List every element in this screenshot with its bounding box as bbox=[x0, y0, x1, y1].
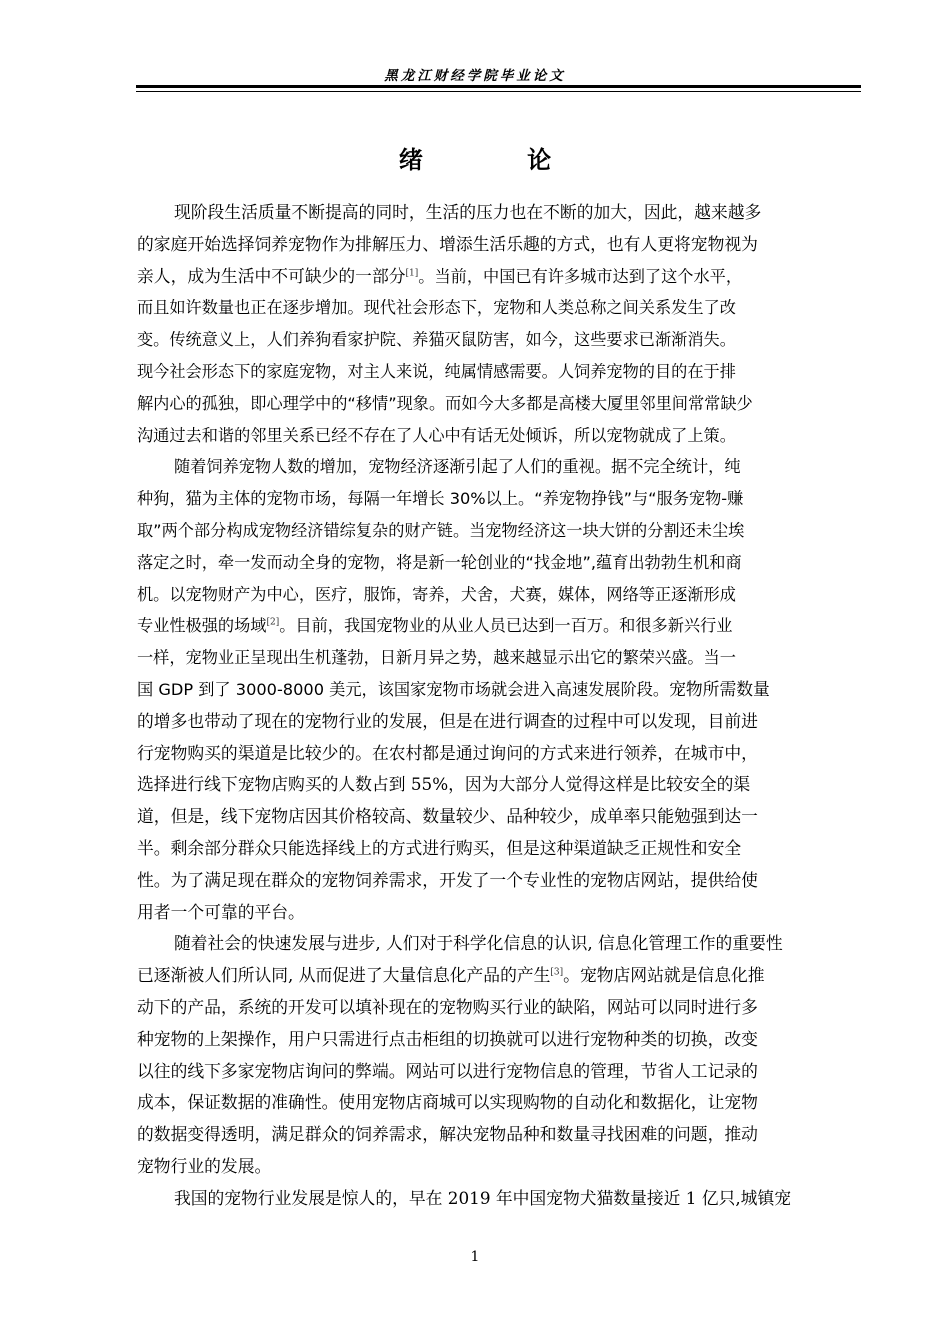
text-line: 已逐渐被人们所认同, 从而促进了大量信息化产品的产生[3]。宠物店网站就是信息化推 bbox=[137, 965, 765, 986]
text-line: 现阶段生活质量不断提高的同时，生活的压力也在不断的加大，因此，越来越多 bbox=[173, 202, 762, 222]
text-line: 随着社会的快速发展与进步, 人们对于科学化信息的认识, 信息化管理工作的重要性 bbox=[173, 933, 783, 954]
citation-marker: [3] bbox=[550, 967, 564, 978]
citation-marker: [1] bbox=[405, 268, 419, 278]
text-line: 的家庭开始选择饲养宠物作为排解压力、增添生活乐趣的方式，也有人更将宠物视为 bbox=[137, 233, 758, 254]
page-number: 1 bbox=[470, 1249, 480, 1265]
text-line: 的数据变得透明，满足群众的饲养需求，解决宠物品种和数量寻找困难的问题，推动 bbox=[137, 1124, 758, 1145]
text-line: 变。传统意义上，人们养狗看家护院、养猫灭鼠防害，如今，这些要求已渐渐消失。 bbox=[137, 330, 736, 350]
header-rule-thick bbox=[136, 85, 861, 88]
text-line: 道，但是，线下宠物店因其价格较高、数量较少、品种较少，成单率只能勉强到达一 bbox=[137, 806, 758, 827]
text-line: 国 GDP 到了 3000-8000 美元，该国家宠物市场就会进入高速发展阶段。宠物所需数量 bbox=[137, 678, 770, 699]
text-line: 解内心的孤独，即心理学中的“移情”现象。而如今大多都是高楼大厦里邻里间常常缺少 bbox=[137, 393, 753, 413]
text-line: 成本，保证数据的准确性。使用宠物店商城可以实现购物的自动化和数据化，让宠物 bbox=[137, 1092, 758, 1113]
text-line: 沟通过去和谐的邻里关系已经不存在了人心中有话无处倾诉，所以宠物就成了上策。 bbox=[137, 425, 736, 445]
body-text bbox=[137, 197, 859, 1215]
text-line: 随着饲养宠物人数的增加，宠物经济逐渐引起了人们的重视。据不完全统计，纯 bbox=[173, 457, 741, 477]
text-line: 以往的线下多家宠物店询问的弊端。网站可以进行宠物信息的管理，节省人工记录的 bbox=[137, 1060, 758, 1081]
text-line: 我国的宠物行业发展是惊人的，早在 2019 年中国宠物犬猫数量接近 1 亿只,城镇宠 bbox=[173, 1187, 792, 1208]
text-line: 现今社会形态下的家庭宠物，对主人来说，纯属情感需要。人饲养宠物的目的在于排 bbox=[137, 361, 736, 381]
text-line: 半。剩余部分群众只能选择线上的方式进行购买，但是这种渠道缺乏正规性和安全 bbox=[137, 837, 742, 858]
text-line: 的增多也带动了现在的宠物行业的发展，但是在进行调查的过程中可以发现，目前进 bbox=[137, 710, 758, 731]
text-line: 宠物行业的发展。 bbox=[137, 1155, 272, 1176]
running-header: 黑龙江财经学院毕业论文 bbox=[384, 68, 566, 84]
text-line: 种狗，猫为主体的宠物市场，每隔一年增长 30%以上。“养宠物挣钱”与“服务宠物-赚 bbox=[137, 489, 744, 509]
text-line: 取”两个部分构成宠物经济错综复杂的财产链。当宠物经济这一块大饼的分割还未尘埃 bbox=[137, 520, 745, 540]
section-title: 绪 论 bbox=[398, 146, 600, 174]
paragraph-3 bbox=[137, 928, 859, 1182]
text-line: 行宠物购买的渠道是比较少的。在农村都是通过询问的方式来进行领养，在城市中， bbox=[137, 742, 758, 763]
text-line: 亲人，成为生活中不可缺少的一部分[1]。当前，中国已有许多城市达到了这个水平， bbox=[137, 265, 743, 286]
text-line: 用者一个可靠的平台。 bbox=[137, 901, 305, 922]
text-line: 动下的产品，系统的开发可以填补现在的宠物购买行业的缺陷，网站可以同时进行多 bbox=[137, 996, 758, 1017]
text-line: 落定之时，牵一发而动全身的宠物，将是新一轮创业的“找金地”,蕴育出勃勃生机和商 bbox=[137, 552, 742, 572]
text-line: 机。以宠物财产为中心，医疗，服饰，寄养，犬舍，犬赛，媒体，网络等正逐渐形成 bbox=[137, 584, 736, 604]
text-line: 专业性极强的场域[2]。目前，我国宠物业的从业人员已达到一百万。和很多新兴行业 bbox=[137, 616, 733, 636]
paragraph-2 bbox=[137, 451, 859, 928]
text-line: 性。为了满足现在群众的宠物饲养需求，开发了一个专业性的宠物店网站，提供给使 bbox=[137, 869, 758, 890]
paragraph-4 bbox=[137, 1183, 859, 1215]
text-line: 种宠物的上架操作，用户只需进行点击柜组的切换就可以进行宠物种类的切换，改变 bbox=[137, 1028, 758, 1049]
header-rule-thin bbox=[136, 91, 861, 92]
text-line: 一样，宠物业正呈现出生机蓬勃，日新月异之势，越来越显示出它的繁荣兴盛。当一 bbox=[137, 648, 736, 668]
paragraph-1 bbox=[137, 197, 859, 451]
citation-marker: [2] bbox=[266, 617, 280, 628]
text-line: 选择进行线下宠物店购买的人数占到 55%，因为大部分人觉得这样是比较安全的渠 bbox=[137, 774, 751, 795]
text-line: 而且如许数量也正在逐步增加。现代社会形态下，宠物和人类总称之间关系发生了改 bbox=[137, 298, 736, 318]
